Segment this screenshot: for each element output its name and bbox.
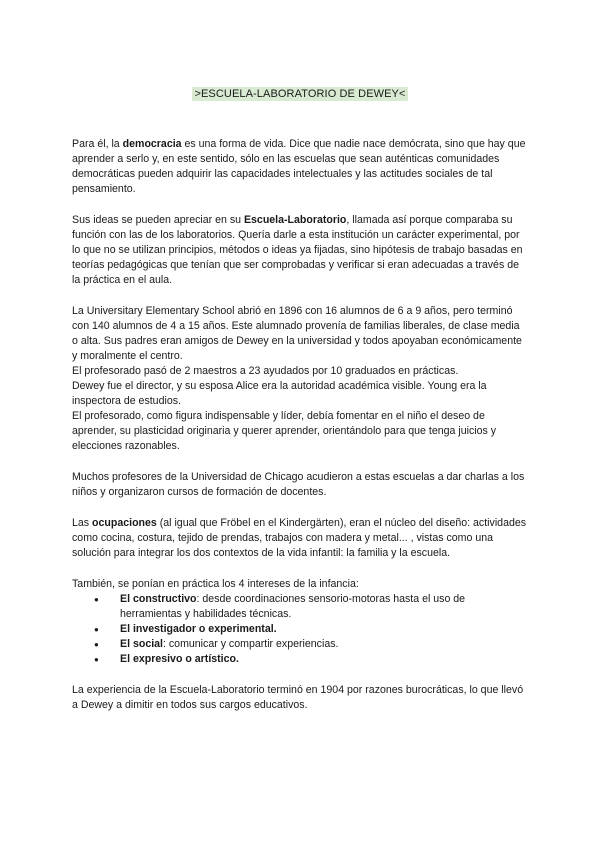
list-item [120,592,528,622]
p5-text-a: Las [72,517,93,529]
list-item [120,622,528,637]
list-item [120,637,528,652]
paragraph-escuela-laboratorio [72,213,528,288]
p1-bold-democracia: democracia [122,138,182,150]
p3-line-3: Dewey fue el director, y su esposa Alice era la autoridad académica visible. Young era la inspectora de estudios. [72,380,487,407]
interest-0-rest: : desde coordinaciones sensorio-motoras hasta el uso de herramientas y habilidades técnicas. [120,593,466,620]
p1-text-c: es una forma de vida. Dice que nadie nace demócrata, sino que hay que aprender a serlo y, en este sentido, sólo en las escuelas que sean auténticas comunidades democráticas pueden adquirir las capacidades intelectuales y las actitudes sociales de tal pensamiento. [72,138,526,195]
interest-1-bold: El investigador o experimental. [120,623,277,635]
list-item [120,652,528,667]
paragraph-democracia [72,137,528,197]
interest-3-bold: El expresivo o artístico. [120,653,239,665]
interest-2-rest: : comunicar y compartir experiencias. [163,638,339,650]
title-wrap [72,84,528,102]
p2-text-c: , llamada así porque comparaba su función con las de los laboratorios. Quería darle a esta institución un carácter experimental, por lo que no se utilizan principios, métodos o ideas ya fijadas, sino hipótesis de trabajo basadas en teorías pedagógicas que tenían que ser comprobadas y verificar si eran adecuadas a través de la práctica en el aula. [72,214,523,286]
p3-line-1: La Universitary Elementary School abrió en 1896 con 16 alumnos de 6 a 9 años, pero terminó con 140 alumnos de 4 a 15 años. Este alumnado provenía de familias liberales, de clase media o alta. Sus padres eran amigos de Dewey en la universidad y todos apoyaban económicamente y moralmente el centro. [72,305,522,362]
p3-line-4: El profesorado, como figura indispensable y líder, debía fomentar en el niño el deseo de aprender, su plasticidad originaria y querer aprender, orientándolo para que tenga juicios y elecciones razonables. [72,410,497,452]
p2-text-a: Sus ideas se pueden apreciar en su [72,214,244,226]
paragraph-ocupaciones [72,516,528,561]
paragraph-intereses-intro: También, se ponían en práctica los 4 intereses de la infancia: [72,578,359,590]
p5-text-c: (al igual que Fröbel en el Kindergärten), eran el núcleo del diseño: actividades como cocina, costura, tejido de prendas, trabajos con madera y metal... , vistas como una solución para integrar los dos contextos de la vida infantil: la familia y la escuela. [72,517,527,559]
interests-list [72,592,528,667]
document-title: >ESCUELA-LABORATORIO DE DEWEY< [194,88,406,100]
interest-0-bold: El constructivo [120,593,197,605]
p5-bold-ocupaciones: ocupaciones [92,517,157,529]
p3-line-2: El profesorado pasó de 2 maestros a 23 ayudados por 10 graduados en prácticas. [72,365,459,377]
paragraph-conclusion: La experiencia de la Escuela-Laboratorio terminó en 1904 por razones burocráticas, lo que llevó a Dewey a dimitir en todos sus cargos educativos. [72,684,524,711]
paragraph-chicago: Muchos profesores de la Universidad de Chicago acudieron a estas escuelas a dar charlas a los niños y organizaron cursos de formación de docentes. [72,471,525,498]
p1-text-a: Para él, la [72,138,123,150]
interest-2-bold: El social [120,638,163,650]
paragraph-elementary-school [72,304,528,454]
p2-bold-escuela-laboratorio: Escuela-Laboratorio [243,214,347,226]
